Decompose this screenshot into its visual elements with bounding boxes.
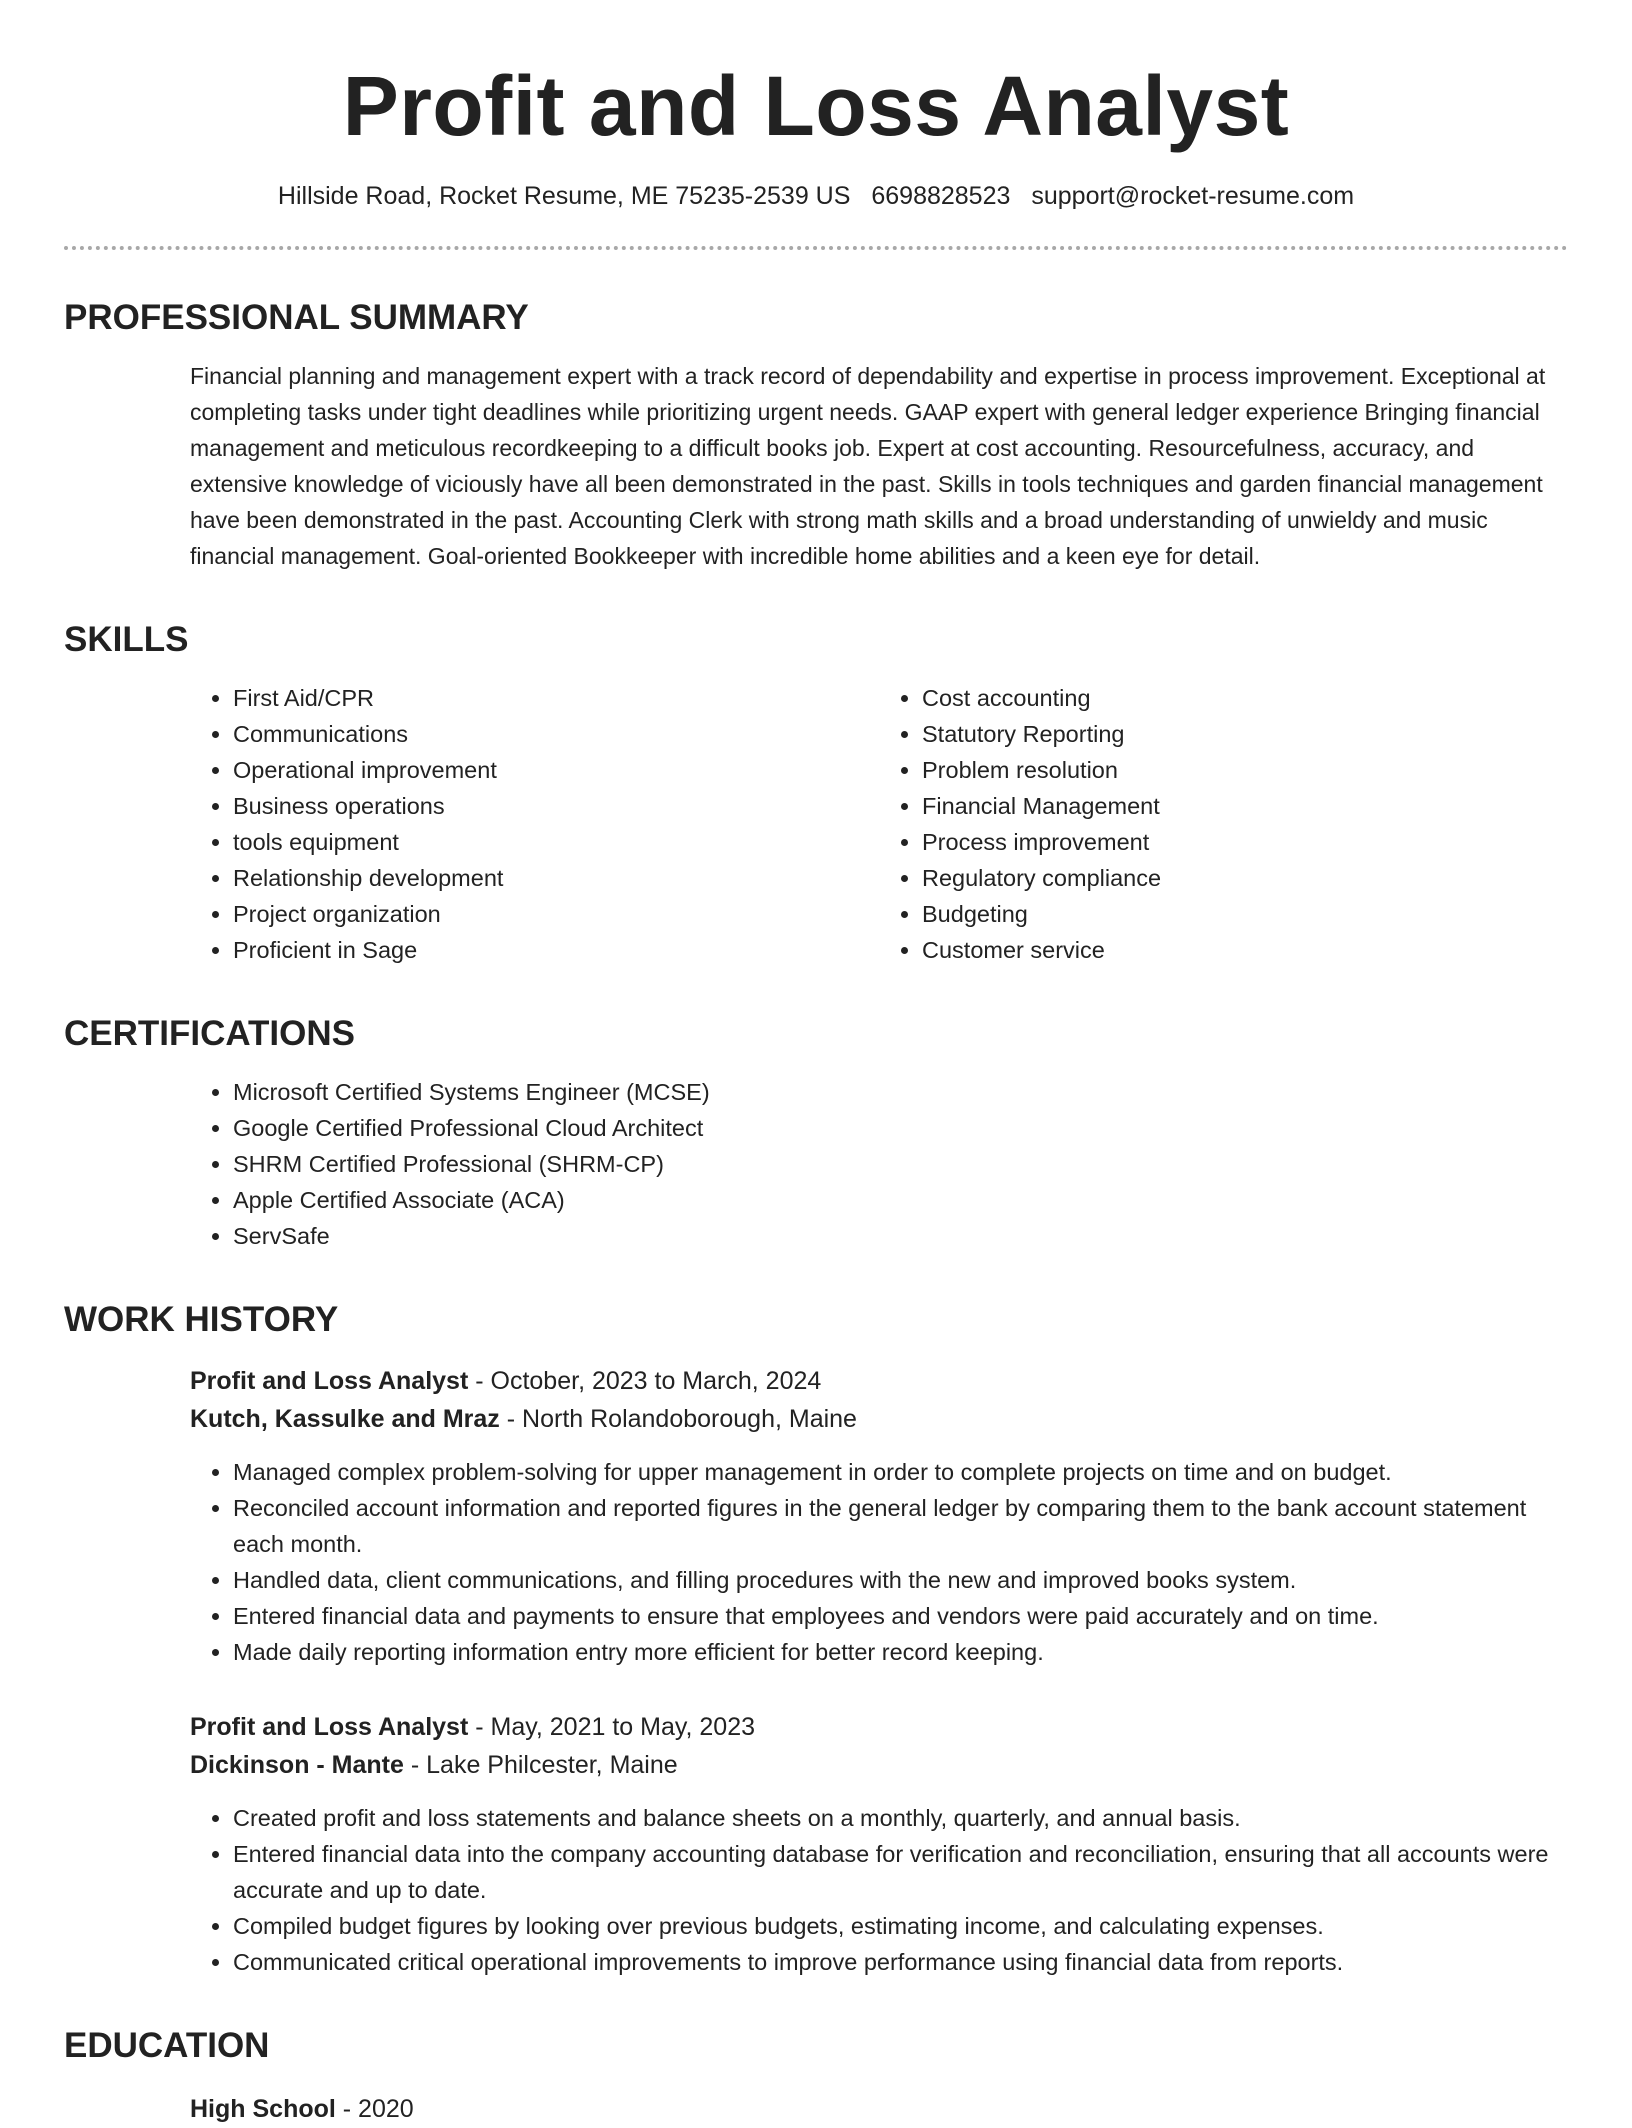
education-degree: High School [190,2095,336,2123]
job-role: Profit and Loss Analyst [190,1367,469,1395]
certification-item: • Google Certified Professional Cloud Architect [233,1110,1568,1146]
skill-item: • Proficient in Sage [233,932,879,968]
skill-item: • Problem resolution [922,752,1568,788]
certifications-list [190,1074,1568,1254]
job-company-line [190,1746,1568,1784]
summary-text: Financial planning and management expert with a track record of dependability and expertise in process improvement. Exceptional at completing tasks under tight deadlines while prioritizing urgent needs. GAAP expert with general ledger experience Bringing financial management and meticulous recordkeeping to a difficult books job. Expert at cost accounting. Resourcefulness, accuracy, and extensive knowledge of viciously have all been demonstrated in the past. Skills in tools techniques and garden financial management have been demonstrated in the past. Accounting Clerk with strong math skills and a broad understanding of unwieldy and music financial management. Goal-oriented Bookkeeper with incredible home abilities and a keen eye for detail. [190,363,1546,569]
job-entry [190,1362,1568,1670]
summary-heading: PROFESSIONAL SUMMARY [64,298,529,337]
job-bullet: • Managed complex problem-solving for upper management in order to complete projects on time and on budget. [233,1454,1568,1490]
skills-heading: SKILLS [64,620,189,659]
job-dates: - May, 2021 to May, 2023 [468,1713,756,1741]
certifications-heading: CERTIFICATIONS [64,1014,356,1053]
job-bullet: • Handled data, client communications, and filling procedures with the new and improved books system. [233,1562,1568,1598]
contact-email: support@rocket-resume.com [1031,182,1355,210]
contact-phone: 6698828523 [871,182,1011,210]
skill-item: • Customer service [922,932,1568,968]
skills-section [64,618,1568,968]
education-heading: EDUCATION [64,2026,270,2065]
contact-line [64,180,1568,212]
certification-item: • ServSafe [233,1218,1568,1254]
job-location: - Lake Philcester, Maine [403,1751,678,1779]
skills-grid [190,680,1568,968]
certification-item: • Microsoft Certified Systems Engineer (MCSE) [233,1074,1568,1110]
education-section [64,2024,1568,2128]
summary-section [64,296,1568,574]
job-bullet: • Entered financial data and payments to ensure that employees and vendors were paid accurately and on time. [233,1598,1568,1634]
skill-item: • Communications [233,716,879,752]
certification-item: • SHRM Certified Professional (SHRM-CP) [233,1146,1568,1182]
header-divider [64,246,1568,250]
skill-item: • Relationship development [233,860,879,896]
education-year: - 2020 [335,2095,414,2123]
job-bullet: • Reconciled account information and reported figures in the general ledger by comparing them to the bank account statement each month. [233,1490,1568,1562]
job-location: - North Rolandoborough, Maine [499,1405,857,1433]
skill-item: • tools equipment [233,824,879,860]
job-bullet: • Compiled budget figures by looking over previous budgets, estimating income, and calculating expenses. [233,1908,1568,1944]
job-title-line [190,1362,1568,1400]
work-history-section [64,1298,1568,1980]
job-bullet: • Made daily reporting information entry more efficient for better record keeping. [233,1634,1568,1670]
certifications-section [64,1012,1568,1254]
job-entry [190,1708,1568,1980]
job-bullets [190,1800,1568,1980]
job-company: Dickinson - Mante [190,1751,404,1779]
skill-item: • Regulatory compliance [922,860,1568,896]
contact-address: Hillside Road, Rocket Resume, ME 75235-2539 US [277,182,851,210]
skill-item: • Project organization [233,896,879,932]
skills-list-right [879,680,1568,968]
skill-item: • Business operations [233,788,879,824]
skill-item: • Operational improvement [233,752,879,788]
job-title-line [190,1708,1568,1746]
job-bullet: • Communicated critical operational improvements to improve performance using financial data from reports. [233,1944,1568,1980]
skill-item: • Statutory Reporting [922,716,1568,752]
job-role: Profit and Loss Analyst [190,1713,469,1741]
job-bullet: • Created profit and loss statements and balance sheets on a monthly, quarterly, and annual basis. [233,1800,1568,1836]
skill-item: • Budgeting [922,896,1568,932]
job-company: Kutch, Kassulke and Mraz [190,1405,500,1433]
certification-item: • Apple Certified Associate (ACA) [233,1182,1568,1218]
skill-item: • Process improvement [922,824,1568,860]
skill-item: • Financial Management [922,788,1568,824]
candidate-name: Profit and Loss Analyst [342,59,1290,153]
skill-item: • First Aid/CPR [233,680,879,716]
skill-item: • Cost accounting [922,680,1568,716]
job-bullets [190,1454,1568,1670]
work-history-heading: WORK HISTORY [64,1300,339,1339]
job-dates: - October, 2023 to March, 2024 [468,1367,822,1395]
skills-list-left [190,680,879,968]
job-bullet: • Entered financial data into the company accounting database for verification and reconciliation, ensuring that all accounts were accurate and up to date. [233,1836,1568,1908]
education-entry [190,2090,1568,2128]
job-company-line [190,1400,1568,1438]
